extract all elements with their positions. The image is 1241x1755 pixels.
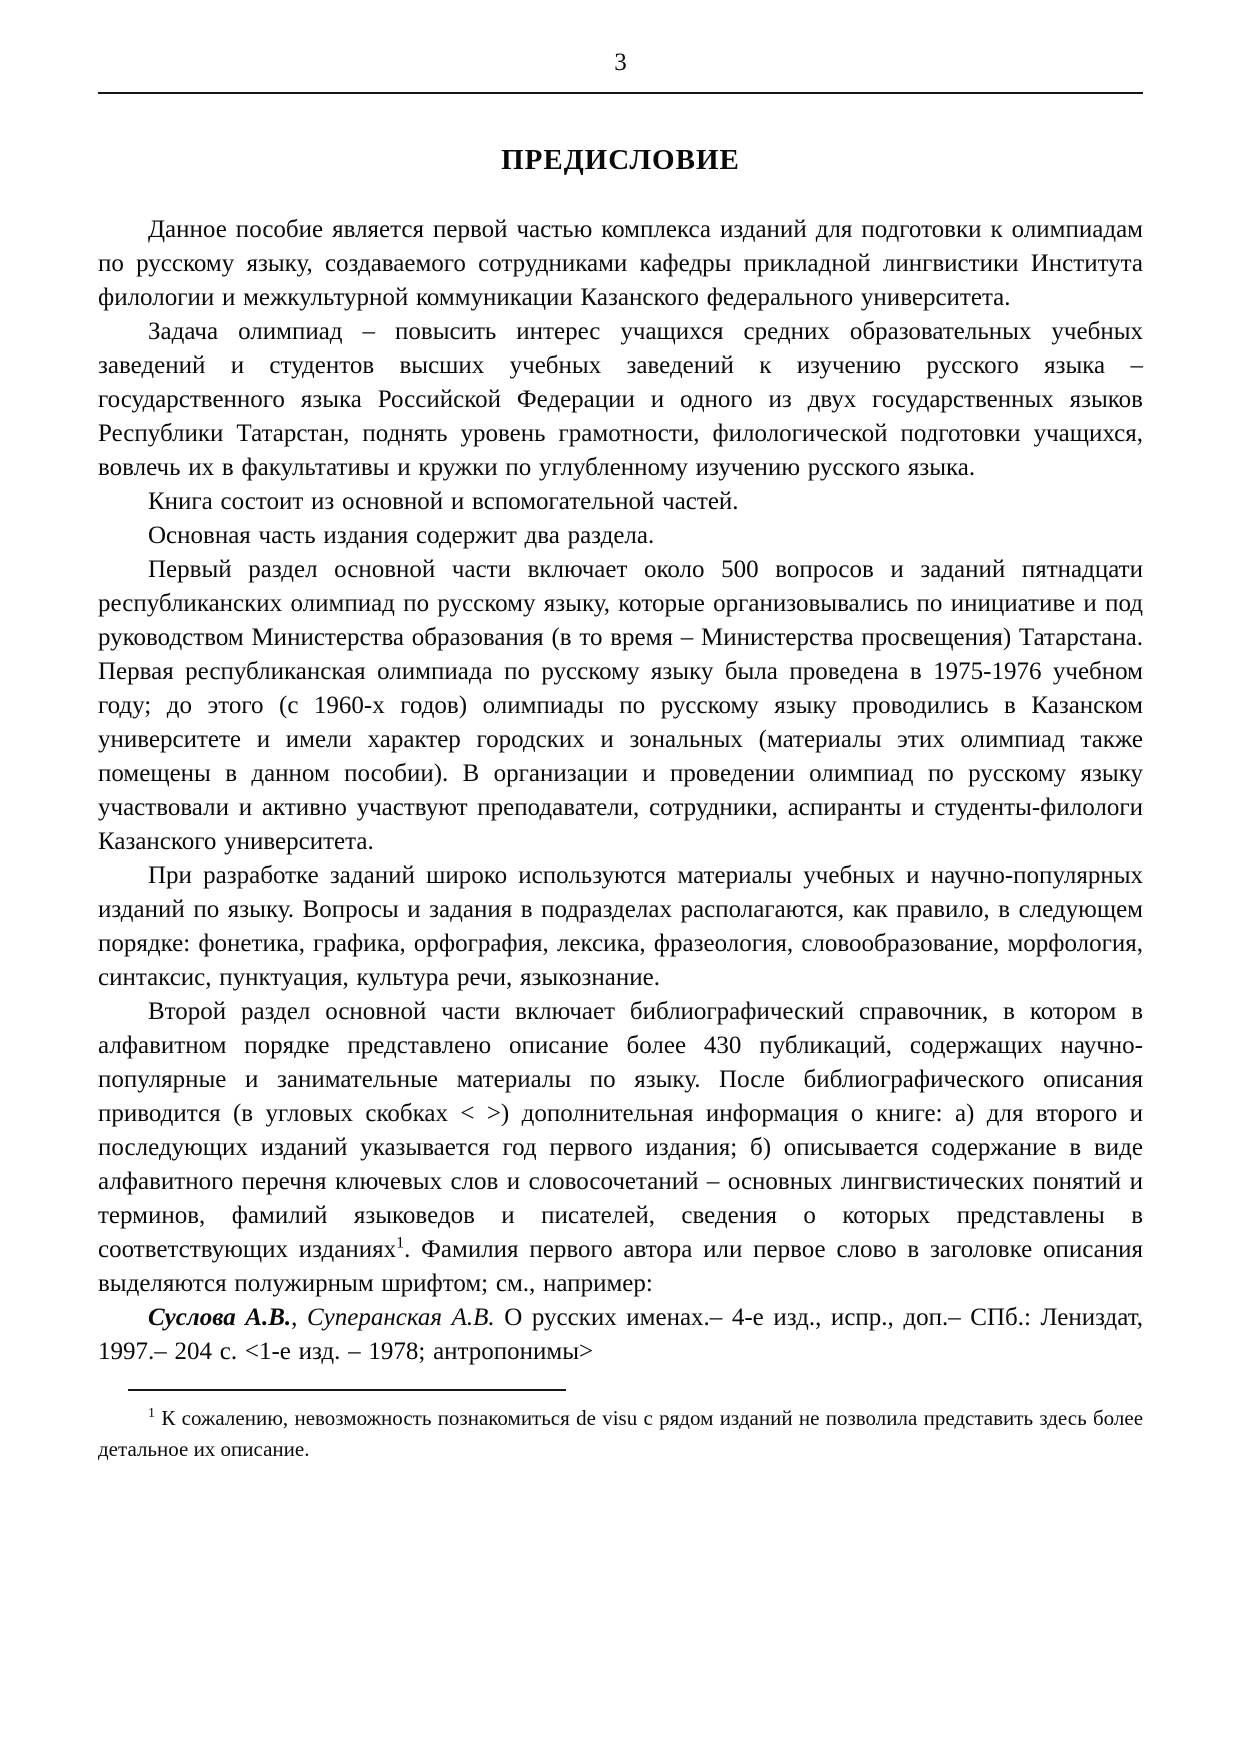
body-text <box>98 213 1143 1369</box>
example-author-separator: , <box>291 1304 307 1331</box>
paragraph-intro: Данное пособие является первой частью комплекса изданий для подготовки к олимпиадам по русскому языку, создаваемого сотрудниками кафедры прикладной лингвистики Института филологии и межкультурной коммуникации Казанского федерального университета. <box>98 216 1143 311</box>
footnote-separator-rule <box>128 1389 566 1391</box>
paragraph-main-part: Основная часть издания содержит два раздела. <box>148 522 655 549</box>
paragraph-second-section <box>98 995 1143 1301</box>
paragraph-second-section-after-note: . Фамилия первого автора или первое слово в заголовке описания выделяются полужирным шрифтом; см., например: <box>98 1236 1143 1297</box>
footnote-section <box>98 1389 1143 1465</box>
footnote-reference: 1 <box>396 1234 405 1252</box>
paragraph-olympiad-goal: Задача олимпиад – повысить интерес учащихся средних образовательных учебных заведений и студентов высших учебных заведений к изучению русского языка – государственного языка Российской Федерации и одного из двух государственных языков Республики Татарстан, поднять уровень грамотности, филологической подготовки учащихся, вовлечь их в факультативы и кружки по углубленному изучению русского языка. <box>98 318 1143 481</box>
footnote <box>98 1403 1143 1465</box>
bibliography-example <box>98 1301 1143 1369</box>
header-rule <box>98 92 1143 94</box>
paragraph-second-section-before-note: Второй раздел основной части включает библиографический справочник, в котором в алфавитном порядке представлено описание более 430 публикаций, содержащих научно-популярные и занимательные материалы по языку. После библиографического описания приводится (в угловых скобках < >) дополнительная информация о книге: а) для второго и последующих изданий указывается год первого издания; б) описывается содержание в виде алфавитного перечня ключевых слов и словосочетаний – основных лингвистических понятий и терминов, фамилий языковедов и писателей, сведения о которых представлены в соответствующих изданиях <box>98 998 1143 1263</box>
page-title: ПРЕДИСЛОВИЕ <box>501 144 740 176</box>
footnote-text: К сожалению, невозможность познакомиться de visu с рядом изданий не позволила представить здесь более детальное их описание. <box>98 1406 1144 1461</box>
paragraph-first-section: Первый раздел основной части включает около 500 вопросов и заданий пятнадцати республиканских олимпиад по русскому языку, которые организовывались по инициативе и под руководством Министерства образования (в то время – Министерства просвещения) Татарстана. Первая республиканская олимпиада по русскому языку была проведена в 1975-1976 учебном году; до этого (с 1960-х годов) олимпиады по русскому языку проводились в Казанском университете и имели характер городских и зональных (материалы этих олимпиад также помещены в данном пособии). В организации и проведении олимпиад по русскому языку участвовали и активно участвуют преподаватели, сотрудники, аспиранты и студенты-филологи Казанского университета. <box>98 556 1143 855</box>
example-author-secondary: Суперанская А.В. <box>306 1304 495 1331</box>
page-header <box>98 48 1143 94</box>
example-entry-rest: О русских именах.– 4-е изд., испр., доп.– СПб.: Лениздат, 1997.– 204 с. <1-е изд. – 1978; антропонимы> <box>98 1304 1144 1365</box>
footnote-marker: 1 <box>148 1406 155 1421</box>
paragraph-task-development: При разработке заданий широко используются материалы учебных и научно-популярных изданий по языку. Вопросы и задания в подразделах располагаются, как правило, в следующем порядке: фонетика, графика, орфография, лексика, фразеология, словообразование, морфология, синтаксис, пунктуация, культура речи, языкознание. <box>98 862 1143 991</box>
page-number: 3 <box>614 49 627 76</box>
paragraph-book-parts: Книга состоит из основной и вспомогательной частей. <box>148 488 739 515</box>
example-author-primary: Суслова А.В. <box>148 1304 292 1331</box>
